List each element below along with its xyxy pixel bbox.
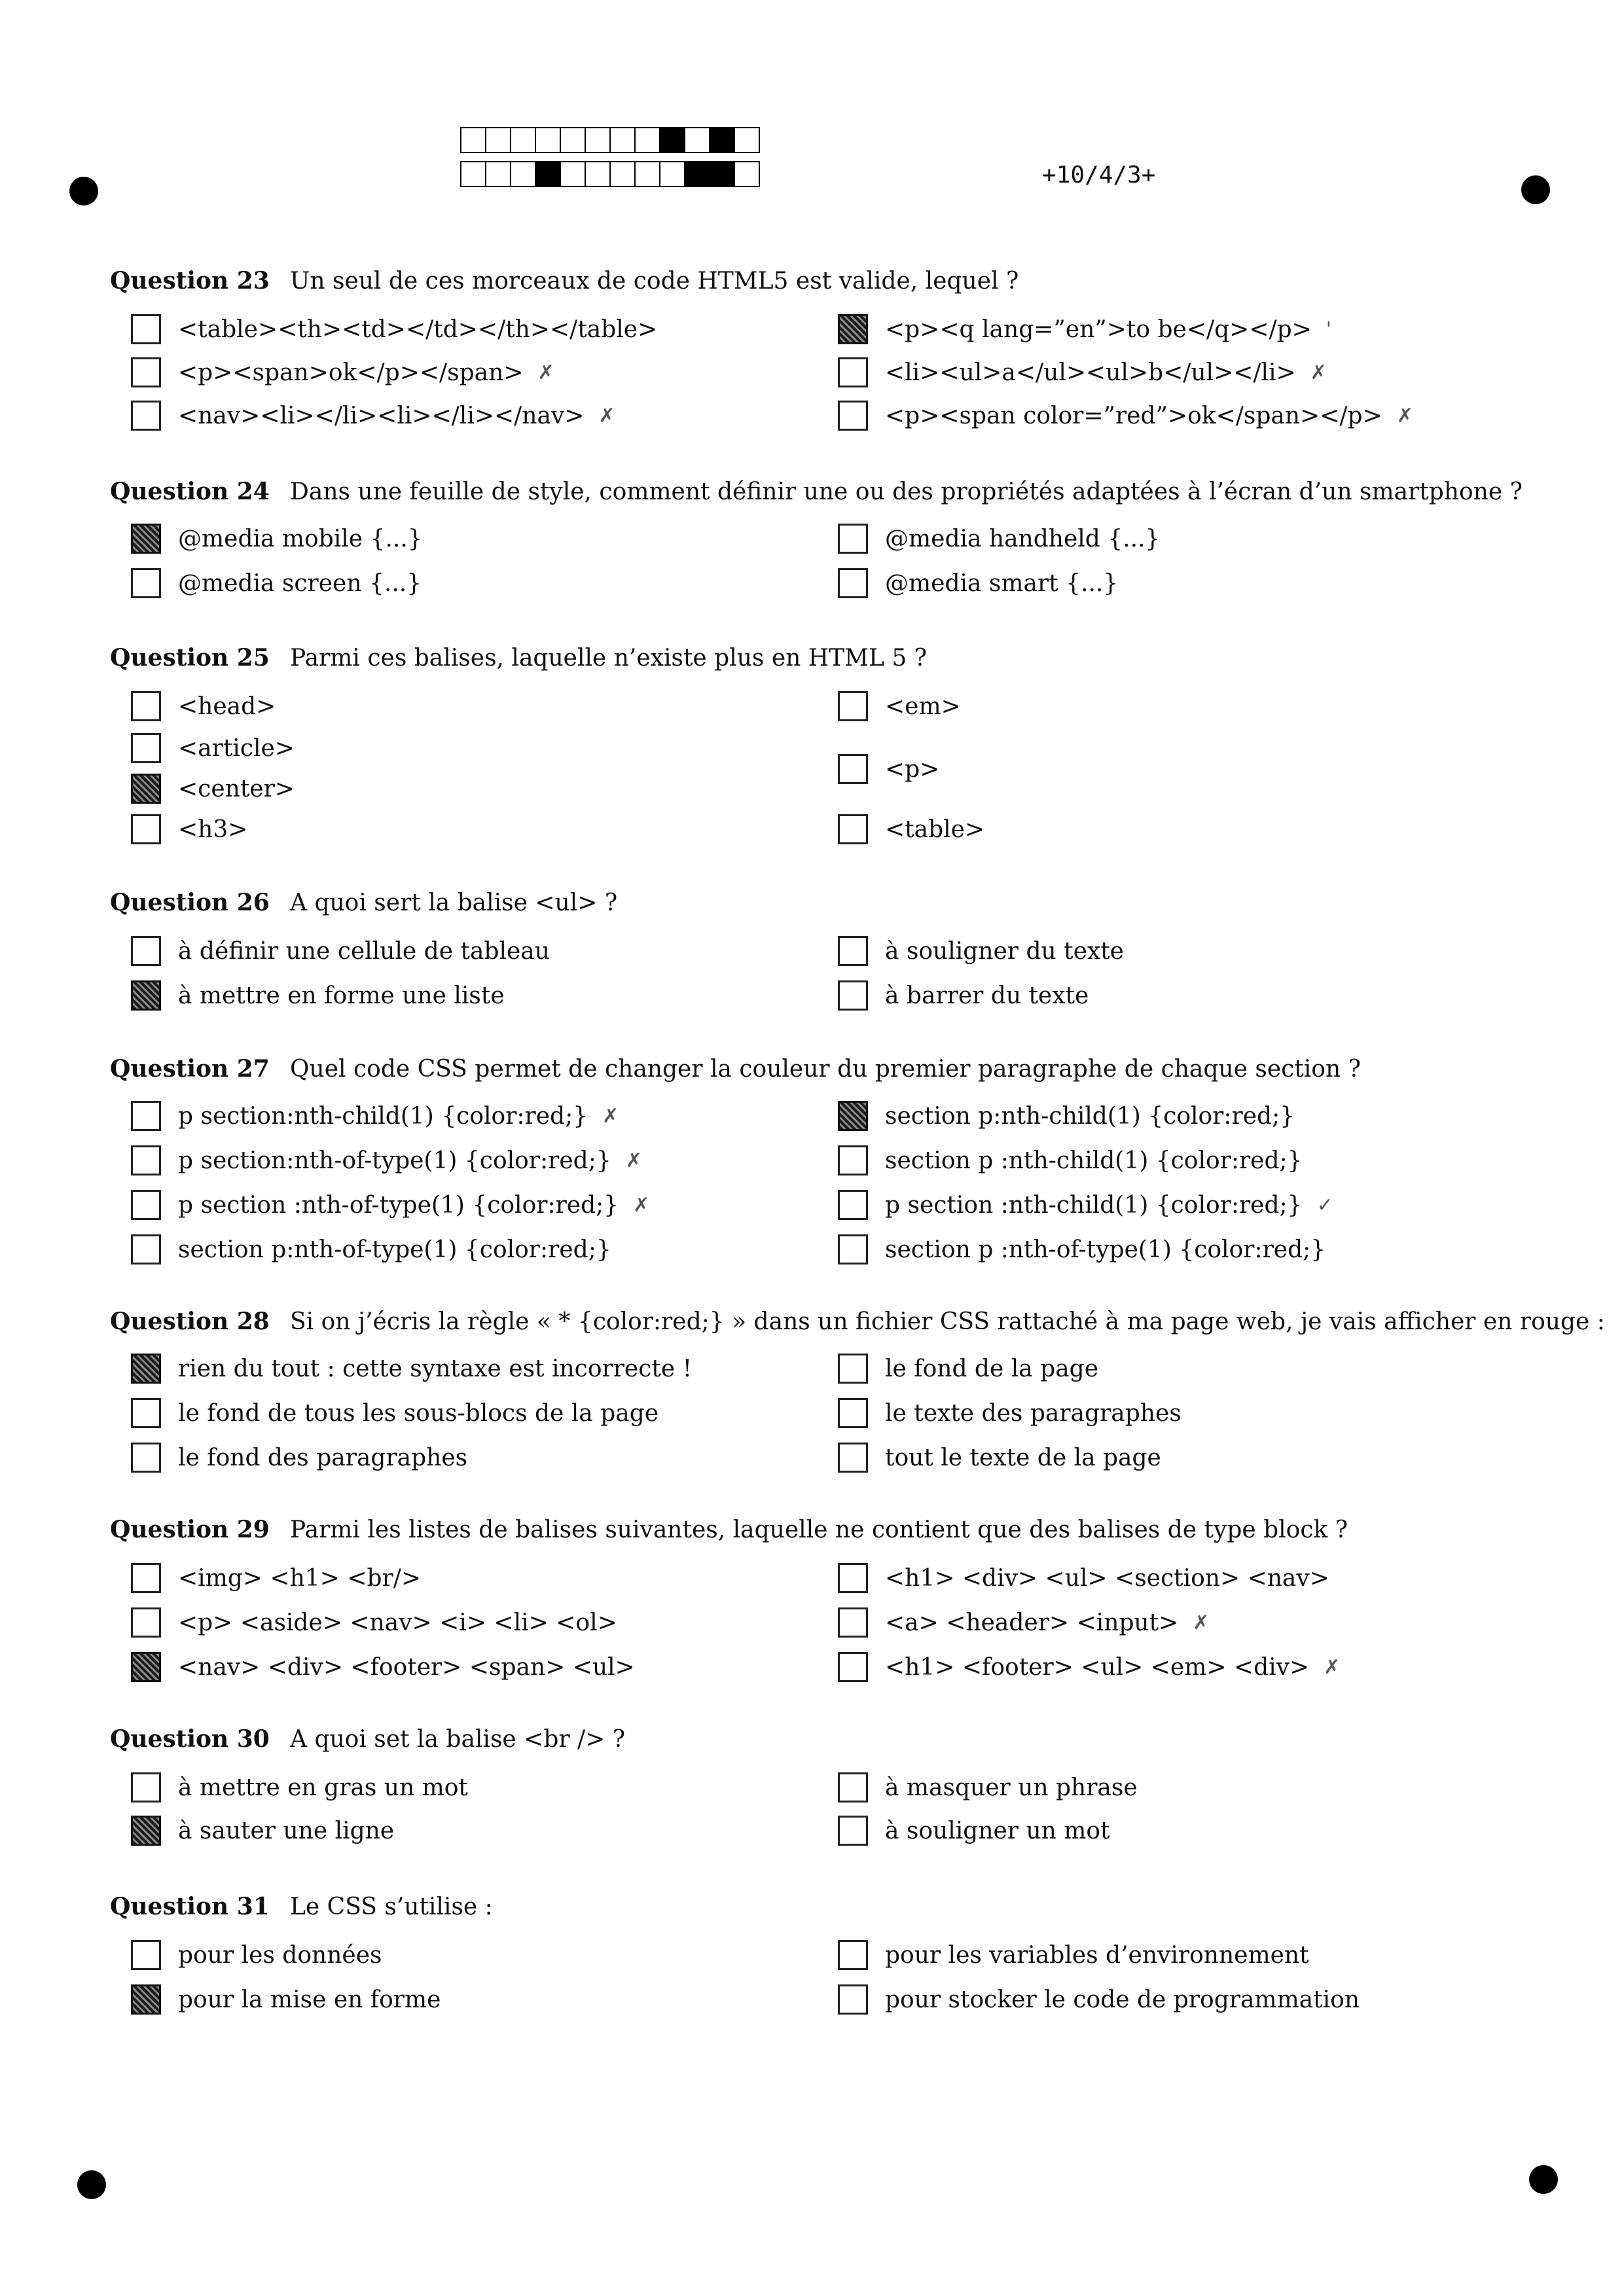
- answer-option[interactable]: [131, 1145, 642, 1175]
- barcode-cell: [510, 127, 536, 153]
- answer-label: p section:nth-of-type(1) {color:red;}: [178, 1147, 611, 1174]
- checkbox[interactable]: [838, 1398, 868, 1428]
- handwritten-mark: ✗: [633, 1193, 650, 1217]
- question-number: Question 23: [110, 267, 270, 295]
- barcode-cell: [485, 127, 511, 153]
- checkbox-checked[interactable]: [838, 1101, 868, 1131]
- answer-option[interactable]: [131, 774, 295, 804]
- checkbox[interactable]: [838, 1190, 868, 1220]
- answer-option[interactable]: [838, 1443, 1161, 1473]
- checkbox[interactable]: [131, 401, 161, 431]
- question-text: Dans une feuille de style, comment définir une ou des propriétés adaptées à l’écran d’un smartphone ?: [290, 478, 1523, 505]
- question-number: Question 27: [110, 1055, 270, 1083]
- checkbox[interactable]: [838, 1940, 868, 1970]
- handwritten-mark: ✗: [537, 361, 554, 384]
- barcode-cell: [560, 161, 586, 187]
- answer-label: <h1> <footer> <ul> <em> <div>: [885, 1653, 1310, 1681]
- answer-option[interactable]: [131, 1443, 467, 1473]
- answer-label: pour les données: [178, 1941, 382, 1969]
- barcode-cell: [709, 127, 735, 153]
- answer-option[interactable]: [131, 814, 247, 844]
- barcode-cell: [560, 127, 586, 153]
- registration-mark-bottom-left: [77, 2170, 106, 2199]
- answer-option[interactable]: [838, 1354, 1098, 1384]
- answer-label: à masquer un phrase: [885, 1774, 1138, 1801]
- answer-label: @media screen {...}: [178, 569, 422, 597]
- question-number: Question 26: [110, 889, 270, 916]
- answer-label: <a> <header> <input>: [885, 1609, 1179, 1636]
- checkbox-checked[interactable]: [131, 1816, 161, 1846]
- answer-label: <h1> <div> <ul> <section> <nav>: [885, 1564, 1329, 1592]
- answer-label: tout le texte de la page: [885, 1444, 1161, 1471]
- sheet-code: +10/4/3+: [1042, 162, 1156, 188]
- checkbox[interactable]: [838, 1354, 868, 1384]
- question-number: Question 28: [110, 1308, 270, 1335]
- answer-label: @media mobile {...}: [178, 525, 423, 552]
- answer-label: à mettre en forme une liste: [178, 982, 505, 1009]
- answer-option[interactable]: [838, 1652, 1340, 1682]
- checkbox[interactable]: [838, 1145, 868, 1175]
- checkbox[interactable]: [131, 568, 161, 598]
- answer-label: le fond de tous les sous-blocs de la page: [178, 1399, 659, 1427]
- answer-option[interactable]: [838, 524, 1160, 554]
- question-header: [110, 644, 927, 672]
- checkbox[interactable]: [838, 754, 868, 784]
- checkbox[interactable]: [131, 1190, 161, 1220]
- checkbox[interactable]: [131, 733, 161, 763]
- question-number: Question 29: [110, 1516, 270, 1543]
- barcode-cell: [460, 127, 486, 153]
- checkbox-checked[interactable]: [131, 1354, 161, 1384]
- answer-option[interactable]: [131, 936, 550, 966]
- barcode-row-1: [460, 127, 759, 152]
- checkbox[interactable]: [131, 1563, 161, 1593]
- barcode-cell: [734, 161, 760, 187]
- answer-label: p section:nth-child(1) {color:red;}: [178, 1102, 588, 1130]
- checkbox[interactable]: [131, 691, 161, 721]
- answer-label: à sauter une ligne: [178, 1817, 395, 1844]
- answer-label: pour la mise en forme: [178, 1986, 441, 2013]
- answer-option[interactable]: [131, 1354, 692, 1384]
- question-text: Parmi ces balises, laquelle n’existe plus en HTML 5 ?: [290, 645, 928, 672]
- answer-option[interactable]: [131, 1563, 421, 1593]
- answer-option[interactable]: [131, 691, 276, 721]
- answer-option[interactable]: [131, 1607, 617, 1638]
- question-header: [110, 1055, 1361, 1083]
- answer-label: le fond de la page: [885, 1355, 1099, 1382]
- answer-label: <p>: [885, 755, 940, 783]
- answer-option[interactable]: [131, 1101, 619, 1131]
- answer-option[interactable]: [838, 1398, 1182, 1428]
- checkbox[interactable]: [131, 1443, 161, 1473]
- question-text: A quoi sert la balise <ul> ?: [290, 889, 618, 916]
- registration-mark-top-right: [1521, 175, 1550, 204]
- answer-option[interactable]: [131, 1234, 611, 1265]
- answer-label: section p:nth-of-type(1) {color:red;}: [178, 1236, 611, 1263]
- answer-label: <nav> <div> <footer> <span> <ul>: [178, 1653, 635, 1681]
- answer-label: p section :nth-of-type(1) {color:red;}: [178, 1191, 619, 1219]
- checkbox[interactable]: [131, 1145, 161, 1175]
- answer-label: <h3>: [178, 816, 248, 843]
- answer-label: <em>: [885, 692, 961, 720]
- checkbox[interactable]: [131, 1101, 161, 1131]
- answer-option[interactable]: [131, 357, 554, 387]
- answer-option[interactable]: [838, 1772, 1138, 1803]
- question-header: [110, 1725, 625, 1753]
- question-text: Quel code CSS permet de changer la couleur du premier paragraphe de chaque section ?: [290, 1056, 1361, 1083]
- registration-mark-bottom-right: [1529, 2165, 1558, 2194]
- checkbox-checked[interactable]: [838, 314, 868, 344]
- answer-option[interactable]: [131, 568, 422, 598]
- checkbox-checked[interactable]: [131, 980, 161, 1011]
- answer-label: section p:nth-child(1) {color:red;}: [885, 1102, 1295, 1130]
- answer-option[interactable]: [838, 980, 1089, 1011]
- answer-label: rien du tout : cette syntaxe est incorrecte !: [178, 1355, 693, 1382]
- handwritten-mark: ✗: [1193, 1611, 1210, 1634]
- barcode-cell: [659, 127, 685, 153]
- checkbox-checked[interactable]: [131, 774, 161, 804]
- checkbox[interactable]: [131, 1940, 161, 1970]
- question-number: Question 25: [110, 644, 270, 672]
- answer-option[interactable]: [838, 1563, 1329, 1593]
- question-number: Question 30: [110, 1725, 270, 1753]
- barcode-cell: [659, 161, 685, 187]
- answer-option[interactable]: [131, 1940, 382, 1970]
- checkbox[interactable]: [131, 1234, 161, 1265]
- answer-label: <head>: [178, 692, 276, 720]
- handwritten-mark: ✗: [602, 1104, 619, 1128]
- handwritten-mark: ✗: [598, 404, 615, 427]
- question-number: Question 31: [110, 1893, 270, 1920]
- answer-label: à souligner un mot: [885, 1817, 1110, 1844]
- question-text: Parmi les listes de balises suivantes, laquelle ne contient que des balises de type block ?: [290, 1516, 1348, 1543]
- checkbox[interactable]: [838, 357, 868, 387]
- answer-option[interactable]: [838, 1101, 1295, 1131]
- question-header: [110, 889, 617, 916]
- checkbox-checked[interactable]: [131, 1984, 161, 2015]
- handwritten-mark: ✗: [1324, 1655, 1341, 1679]
- answer-label: @media handheld {...}: [885, 525, 1161, 552]
- answer-label: pour stocker le code de programmation: [885, 1986, 1360, 2013]
- answer-label: à barrer du texte: [885, 982, 1089, 1009]
- answer-option[interactable]: [838, 1234, 1326, 1265]
- answer-option[interactable]: [131, 733, 295, 763]
- answer-option[interactable]: [131, 1772, 468, 1803]
- answer-option[interactable]: [131, 1816, 394, 1846]
- answer-option[interactable]: [838, 1145, 1303, 1175]
- barcode-cell: [634, 127, 660, 153]
- question-number: Question 24: [110, 478, 270, 505]
- answer-option[interactable]: [838, 814, 984, 844]
- barcode-cell: [535, 161, 561, 187]
- checkbox[interactable]: [838, 1816, 868, 1846]
- answer-option[interactable]: [131, 314, 657, 344]
- checkbox[interactable]: [838, 1772, 868, 1803]
- checkbox[interactable]: [838, 1563, 868, 1593]
- answer-label: <li><ul>a</ul><ul>b</ul></li>: [885, 359, 1296, 386]
- answer-label: le texte des paragraphes: [885, 1399, 1182, 1427]
- answer-label: à souligner du texte: [885, 937, 1124, 965]
- answer-option[interactable]: [131, 980, 505, 1011]
- question-header: [110, 1893, 493, 1920]
- answer-option[interactable]: [131, 1652, 635, 1682]
- answer-option[interactable]: [838, 357, 1327, 387]
- barcode-cell: [460, 161, 486, 187]
- checkbox[interactable]: [131, 1607, 161, 1638]
- handwritten-mark: ✗: [625, 1149, 642, 1172]
- answer-label: <img> <h1> <br/>: [178, 1564, 422, 1592]
- checkbox[interactable]: [838, 401, 868, 431]
- answer-label: <center>: [178, 775, 295, 802]
- barcode-cell: [609, 161, 636, 187]
- barcode-cell: [585, 161, 611, 187]
- question-header: [110, 1516, 1348, 1543]
- barcode-cell: [609, 127, 636, 153]
- checkbox[interactable]: [838, 524, 868, 554]
- checkbox-checked[interactable]: [131, 1652, 161, 1682]
- answer-label: pour les variables d’environnement: [885, 1941, 1309, 1969]
- answer-option[interactable]: [131, 401, 615, 431]
- checkbox[interactable]: [838, 691, 868, 721]
- answer-label: section p :nth-of-type(1) {color:red;}: [885, 1236, 1326, 1263]
- question-text: A quoi set la balise <br /> ?: [290, 1726, 626, 1753]
- checkbox[interactable]: [131, 1772, 161, 1803]
- barcode-cell: [684, 127, 710, 153]
- handwritten-mark: ': [1326, 317, 1332, 341]
- barcode-cell: [510, 161, 536, 187]
- answer-option[interactable]: [838, 314, 1331, 344]
- answer-label: <article>: [178, 734, 295, 762]
- handwritten-mark: ✓: [1316, 1193, 1333, 1217]
- answer-label: @media smart {...}: [885, 569, 1119, 597]
- barcode-row-2: [460, 161, 759, 186]
- checkbox[interactable]: [838, 568, 868, 598]
- barcode-cell: [634, 161, 660, 187]
- barcode-cell: [485, 161, 511, 187]
- handwritten-mark: ✗: [1396, 404, 1413, 427]
- checkbox[interactable]: [131, 936, 161, 966]
- question-text: Si on j’écris la règle « * {color:red;} » dans un fichier CSS rattaché à ma page web, je vais afficher en rouge :: [290, 1308, 1605, 1335]
- checkbox[interactable]: [131, 314, 161, 344]
- checkbox[interactable]: [131, 357, 161, 387]
- checkbox[interactable]: [838, 1607, 868, 1638]
- answer-label: le fond des paragraphes: [178, 1444, 468, 1471]
- checkbox[interactable]: [838, 980, 868, 1011]
- answer-label: <p> <aside> <nav> <i> <li> <ol>: [178, 1609, 617, 1636]
- question-text: Le CSS s’utilise :: [290, 1893, 493, 1920]
- answer-label: à définir une cellule de tableau: [178, 937, 550, 965]
- checkbox[interactable]: [838, 1443, 868, 1473]
- answer-option[interactable]: [838, 1984, 1360, 2015]
- answer-label: <p><span color=”red”>ok</span></p>: [885, 402, 1382, 429]
- checkbox[interactable]: [838, 814, 868, 844]
- answer-option[interactable]: [131, 524, 423, 554]
- answer-label: à mettre en gras un mot: [178, 1774, 468, 1801]
- barcode-cell: [535, 127, 561, 153]
- barcode-cell: [585, 127, 611, 153]
- answer-option[interactable]: [838, 1940, 1309, 1970]
- answer-option[interactable]: [838, 401, 1413, 431]
- question-header: [110, 267, 1019, 295]
- barcode-cell: [684, 161, 710, 187]
- answer-label: <table>: [885, 816, 985, 843]
- answer-option[interactable]: [838, 1607, 1209, 1638]
- barcode-cell: [734, 127, 760, 153]
- answer-option[interactable]: [838, 754, 939, 784]
- answer-label: <nav><li></li><li></li></nav>: [178, 402, 585, 429]
- answer-option[interactable]: [838, 691, 961, 721]
- checkbox[interactable]: [131, 814, 161, 844]
- question-header: [110, 1308, 1605, 1335]
- answer-option[interactable]: [838, 1816, 1110, 1846]
- answer-option[interactable]: [131, 1984, 441, 2015]
- answer-option[interactable]: [838, 568, 1118, 598]
- answer-option[interactable]: [131, 1398, 659, 1428]
- question-header: [110, 478, 1523, 505]
- answer-option[interactable]: [838, 936, 1124, 966]
- checkbox[interactable]: [838, 1984, 868, 2015]
- answer-label: <table><th><td></td></th></table>: [178, 315, 658, 343]
- checkbox[interactable]: [838, 1234, 868, 1265]
- checkbox-checked[interactable]: [131, 524, 161, 554]
- answer-label: p section :nth-child(1) {color:red;}: [885, 1191, 1303, 1219]
- handwritten-mark: ✗: [1310, 361, 1327, 384]
- registration-mark-top-left: [69, 177, 98, 206]
- answer-option[interactable]: [131, 1190, 649, 1220]
- answer-label: section p :nth-child(1) {color:red;}: [885, 1147, 1303, 1174]
- checkbox[interactable]: [838, 1652, 868, 1682]
- question-text: Un seul de ces morceaux de code HTML5 est valide, lequel ?: [290, 268, 1019, 295]
- checkbox[interactable]: [131, 1398, 161, 1428]
- answer-label: <p><span>ok</p></span>: [178, 359, 524, 386]
- answer-option[interactable]: [838, 1190, 1333, 1220]
- answer-label: <p><q lang=”en”>to be</q></p>: [885, 315, 1312, 343]
- barcode-cell: [709, 161, 735, 187]
- checkbox[interactable]: [838, 936, 868, 966]
